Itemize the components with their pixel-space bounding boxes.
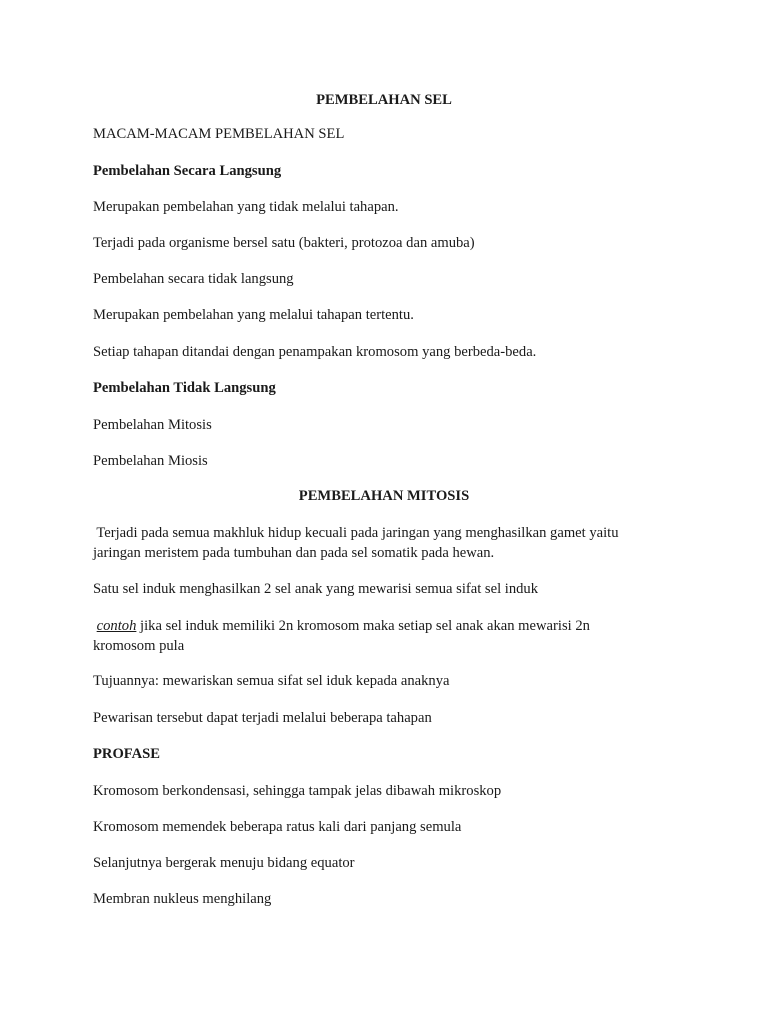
paragraph: Tujuannya: mewariskan semua sifat sel iduk kepada anaknya (93, 673, 450, 689)
document-title: PEMBELAHAN SEL (316, 92, 452, 108)
paragraph: Kromosom memendek beberapa ratus kali dari panjang semula (93, 819, 462, 835)
paragraph: Pewarisan tersebut dapat terjadi melalui beberapa tahapan (93, 710, 432, 726)
paragraph: Setiap tahapan ditandai dengan penampakan kromosom yang berbeda-beda. (93, 344, 537, 360)
section-heading-profase: PROFASE (93, 746, 161, 762)
section-heading-direct-division: Pembelahan Secara Langsung (93, 163, 282, 179)
paragraph: Terjadi pada organisme bersel satu (bakteri, protozoa dan amuba) (93, 235, 475, 251)
paragraph-line: Terjadi pada semua makhluk hidup kecuali pada jaringan yang menghasilkan gamet yaitu (93, 525, 619, 541)
document-subtitle: MACAM-MACAM PEMBELAHAN SEL (93, 126, 345, 142)
paragraph: Pembelahan secara tidak langsung (93, 271, 294, 287)
paragraph-text: jika sel induk memiliki 2n kromosom maka setiap sel anak akan mewarisi 2n (136, 618, 590, 634)
section-heading-mitosis: PEMBELAHAN MITOSIS (298, 488, 470, 504)
paragraph: Kromosom berkondensasi, sehingga tampak jelas dibawah mikroskop (93, 783, 502, 799)
paragraph: Merupakan pembelahan yang melalui tahapan tertentu. (93, 307, 414, 323)
contoh-link[interactable]: contoh (96, 618, 137, 634)
paragraph-line: kromosom pula (93, 638, 185, 654)
paragraph-line: jaringan meristem pada tumbuhan dan pada sel somatik pada hewan. (93, 545, 495, 561)
paragraph: Pembelahan Miosis (93, 453, 208, 469)
section-heading-indirect-division: Pembelahan Tidak Langsung (93, 380, 276, 396)
paragraph: Merupakan pembelahan yang tidak melalui tahapan. (93, 199, 399, 215)
paragraph: Satu sel induk menghasilkan 2 sel anak yang mewarisi semua sifat sel induk (93, 581, 539, 597)
paragraph: Selanjutnya bergerak menuju bidang equator (93, 855, 355, 871)
paragraph: Membran nukleus menghilang (93, 891, 272, 907)
paragraph: Pembelahan Mitosis (93, 417, 212, 433)
paragraph-line (93, 617, 590, 635)
